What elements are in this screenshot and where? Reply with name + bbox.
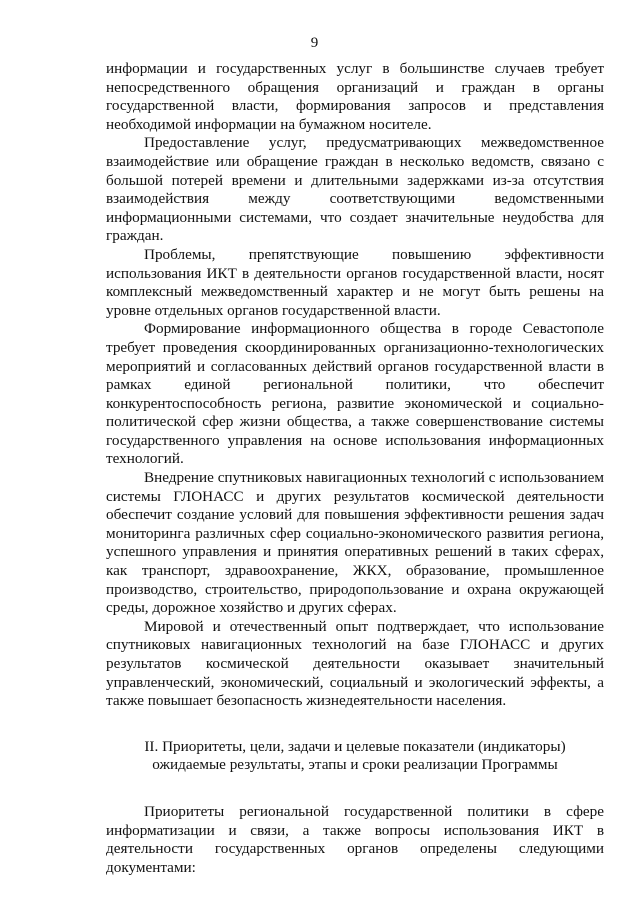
paragraph-2: Предоставление услуг, предусматривающих межведомственное взаимодействие или обращение граждан в несколько ведомств, связано с большой потерей времени и длительными задержками из-за отсутствия взаимодействия между соответствующими ведомственными информационными системами, что создает значительные неудобства для граждан. — [106, 134, 604, 245]
paragraph-4: Формирование информационного общества в городе Севастополе требует проведения скоординированных организационно-технологических мероприятий и согласованных действий органов государственной власти в рамках единой региональной политики, что обеспечит конкурентоспособность региона, развитие экономической и социально-политической сфер жизни общества, а также совершенствование системы государственного управления на основе использования информационных технологий. — [106, 320, 604, 468]
section-heading — [106, 738, 604, 775]
paragraph-6: Мировой и отечественный опыт подтверждает, что использование спутниковых навигационных технологий на базе ГЛОНАСС и других результатов космической деятельности оказывает значительный управленческий, экономический, социальный и экологический эффекты, а также повышает безопасность жизнедеятельности населения. — [106, 617, 604, 710]
page-number: 9 — [310, 35, 319, 51]
paragraph-5: Внедрение спутниковых навигационных технологий с использованием системы ГЛОНАСС и других результатов космической деятельности обеспечит создание условий для повышения эффективности решения задач мониторинга различных сфер социально-экономического развития региона, успешного управления и принятия оперативных решений в таких сферах, как транспорт, здравоохранение, ЖКХ, образование, промышленное производство, строительство, природопользование и охрана окружающей среды, дорожное хозяйство и других сферах. — [106, 469, 604, 617]
paragraph-3: Проблемы, препятствующие повышению эффективности использования ИКТ в деятельности органов государственной власти, носят комплексный межведомственный характер и не могут быть решены на уровне отдельных органов государственной власти. — [106, 245, 604, 319]
section-heading-line-2: ожидаемые результаты, этапы и сроки реализации Программы — [152, 756, 558, 774]
paragraph-1: информации и государственных услуг в большинстве случаев требует непосредственного обращения организаций и граждан в органы государственной власти, формирования запросов и представления необходимой информации на бумажном носителе. — [106, 60, 604, 133]
document-body — [106, 60, 604, 877]
section-heading-line-1: II. Приоритеты, цели, задачи и целевые показатели (индикаторы) — [144, 737, 566, 755]
closing-paragraph: Приоритеты региональной государственной политики в сфере информатизации и связи, а также вопросы использования ИКТ в деятельности государственных органов определены следующими документами: — [106, 802, 604, 876]
